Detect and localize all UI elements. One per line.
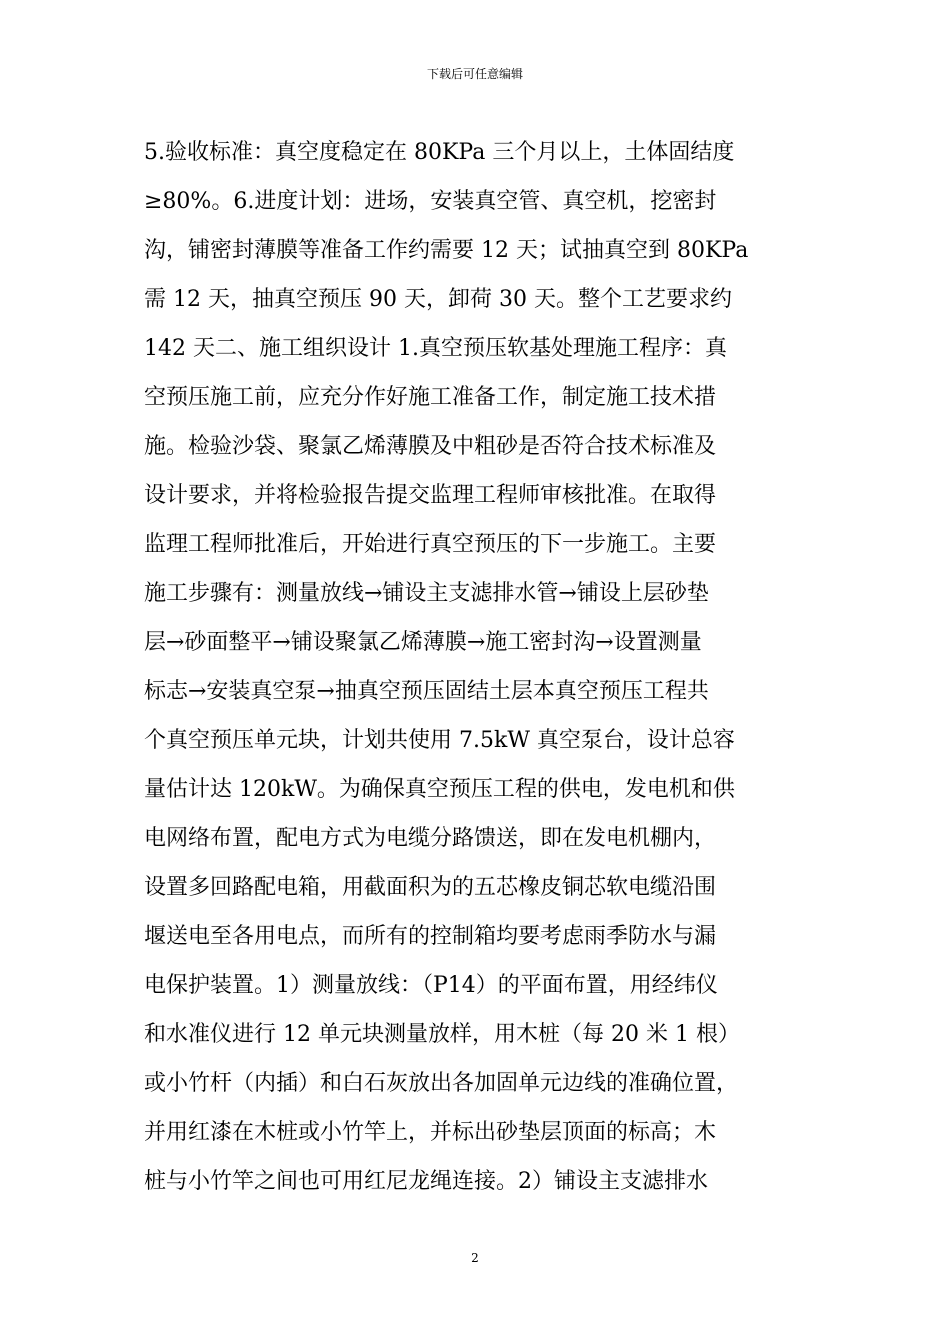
text-line: 5.验收标准：真空度稳定在 80KPa 三个月以上，土体固结度 (144, 140, 735, 165)
text-line: 标志→安装真空泵→抽真空预压固结土层本真空预压工程共 (144, 679, 709, 704)
text-line: ≥80%。6.进度计划：进场，安装真空管、真空机，挖密封 (144, 189, 717, 214)
text-line: 量估计达 120kW。为确保真空预压工程的供电，发电机和供 (144, 777, 735, 802)
text-line: 电网络布置，配电方式为电缆分路馈送，即在发电机棚内， (144, 826, 717, 851)
text-line: 沟，铺密封薄膜等准备工作约需要 12 天；试抽真空到 80KPa (144, 238, 749, 263)
text-line: 142 天二、施工组织设计 1.真空预压软基处理施工程序：真 (144, 336, 727, 361)
text-line: 个真空预压单元块，计划共使用 7.5kW 真空泵台，设计总容 (144, 728, 735, 753)
text-line: 监理工程师批准后，开始进行真空预压的下一步施工。主要 (144, 532, 717, 557)
text-line: 和水准仪进行 12 单元块测量放样，用木桩（每 20 米 1 根） (144, 1022, 740, 1047)
text-line: 需 12 天，抽真空预压 90 天，卸荷 30 天。整个工艺要求约 (144, 287, 732, 312)
text-line: 或小竹杆（内插）和白石灰放出各加固单元边线的准确位置， (144, 1071, 739, 1096)
page-header: 下载后可任意编辑 (426, 67, 523, 81)
text-line: 电保护装置。1）测量放线：（P14）的平面布置，用经纬仪 (144, 973, 718, 998)
page-number: 2 (471, 1251, 479, 1265)
text-line: 施工步骤有：测量放线→铺设主支滤排水管→铺设上层砂垫 (144, 581, 709, 606)
text-line: 桩与小竹竿之间也可用红尼龙绳连接。2）铺设主支滤排水 (144, 1169, 708, 1194)
text-line: 设置多回路配电箱，用截面积为的五芯橡皮铜芯软电缆沿围 (144, 875, 717, 900)
text-line: 并用红漆在木桩或小竹竿上，并标出砂垫层顶面的标高；木 (144, 1120, 717, 1145)
body-text (144, 128, 824, 1206)
text-line: 层→砂面整平→铺设聚氯乙烯薄膜→施工密封沟→设置测量 (144, 630, 702, 655)
text-line: 施。检验沙袋、聚氯乙烯薄膜及中粗砂是否符合技术标准及 (144, 434, 717, 459)
text-line: 空预压施工前，应充分作好施工准备工作，制定施工技术措 (144, 385, 717, 410)
text-line: 设计要求，并将检验报告提交监理工程师审核批准。在取得 (144, 483, 717, 508)
text-line: 堰送电至各用电点，而所有的控制箱均要考虑雨季防水与漏 (144, 924, 717, 949)
